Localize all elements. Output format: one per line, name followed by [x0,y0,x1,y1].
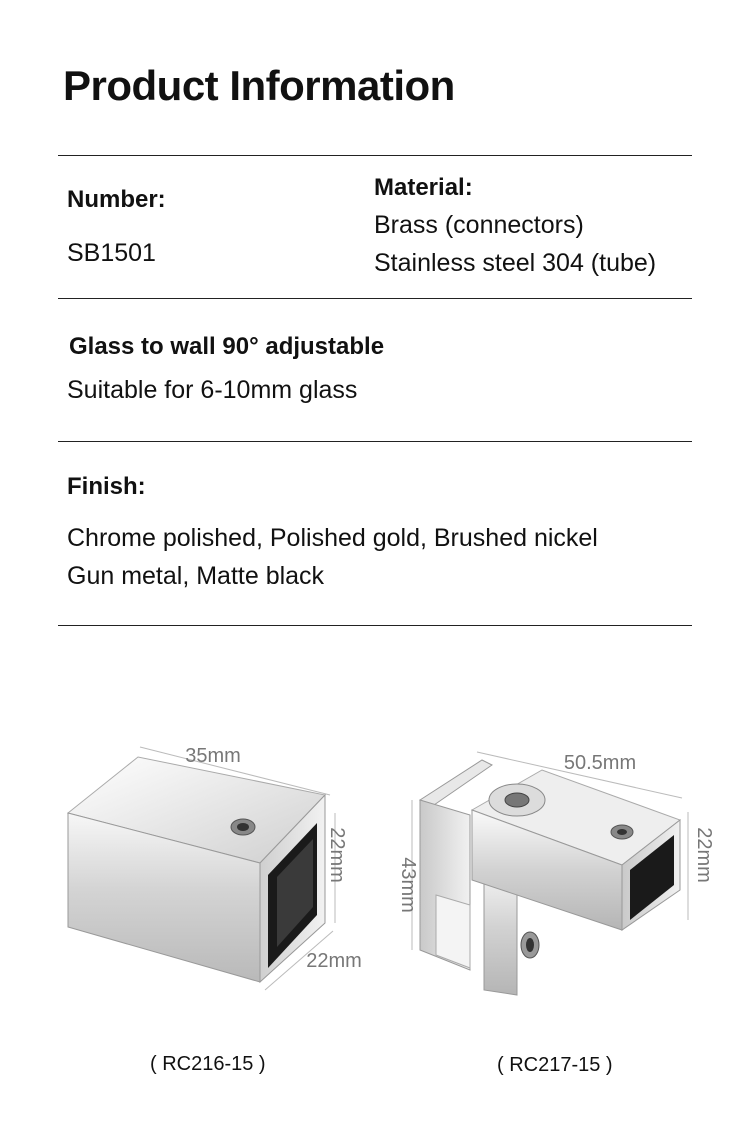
material-line-2: Stainless steel 304 (tube) [374,249,657,277]
number-label: Number: [67,186,166,213]
finish-line-2: Gun metal, Matte black [67,562,325,590]
length-dimension: 50.5mm [563,752,637,774]
material-label: Material: [374,174,473,201]
feature-description: Suitable for 6-10mm glass [67,376,358,404]
material-line-1: Brass (connectors) [374,211,584,239]
divider [58,441,692,442]
total-height-dimension: 43mm [397,857,419,913]
finish-line-1: Chrome polished, Polished gold, Brushed nickel [67,524,598,552]
number-value: SB1501 [67,239,156,267]
product-caption: ( RC216-15 ) [150,1053,266,1075]
finish-label: Finish: [67,473,146,500]
length-dimension: 35mm [185,745,241,767]
height-dimension: 22mm [326,827,348,883]
feature-title: Glass to wall 90° adjustable [69,333,385,360]
page-title: Product Information [63,62,455,109]
divider [58,155,692,156]
product-caption: ( RC217-15 ) [497,1054,613,1076]
connector-rc216-image [55,735,385,1000]
divider [58,298,692,299]
height-dimension: 22mm [693,827,715,883]
connector-rc217-image [382,740,722,1005]
divider [58,625,692,626]
depth-dimension: 22mm [306,950,362,972]
